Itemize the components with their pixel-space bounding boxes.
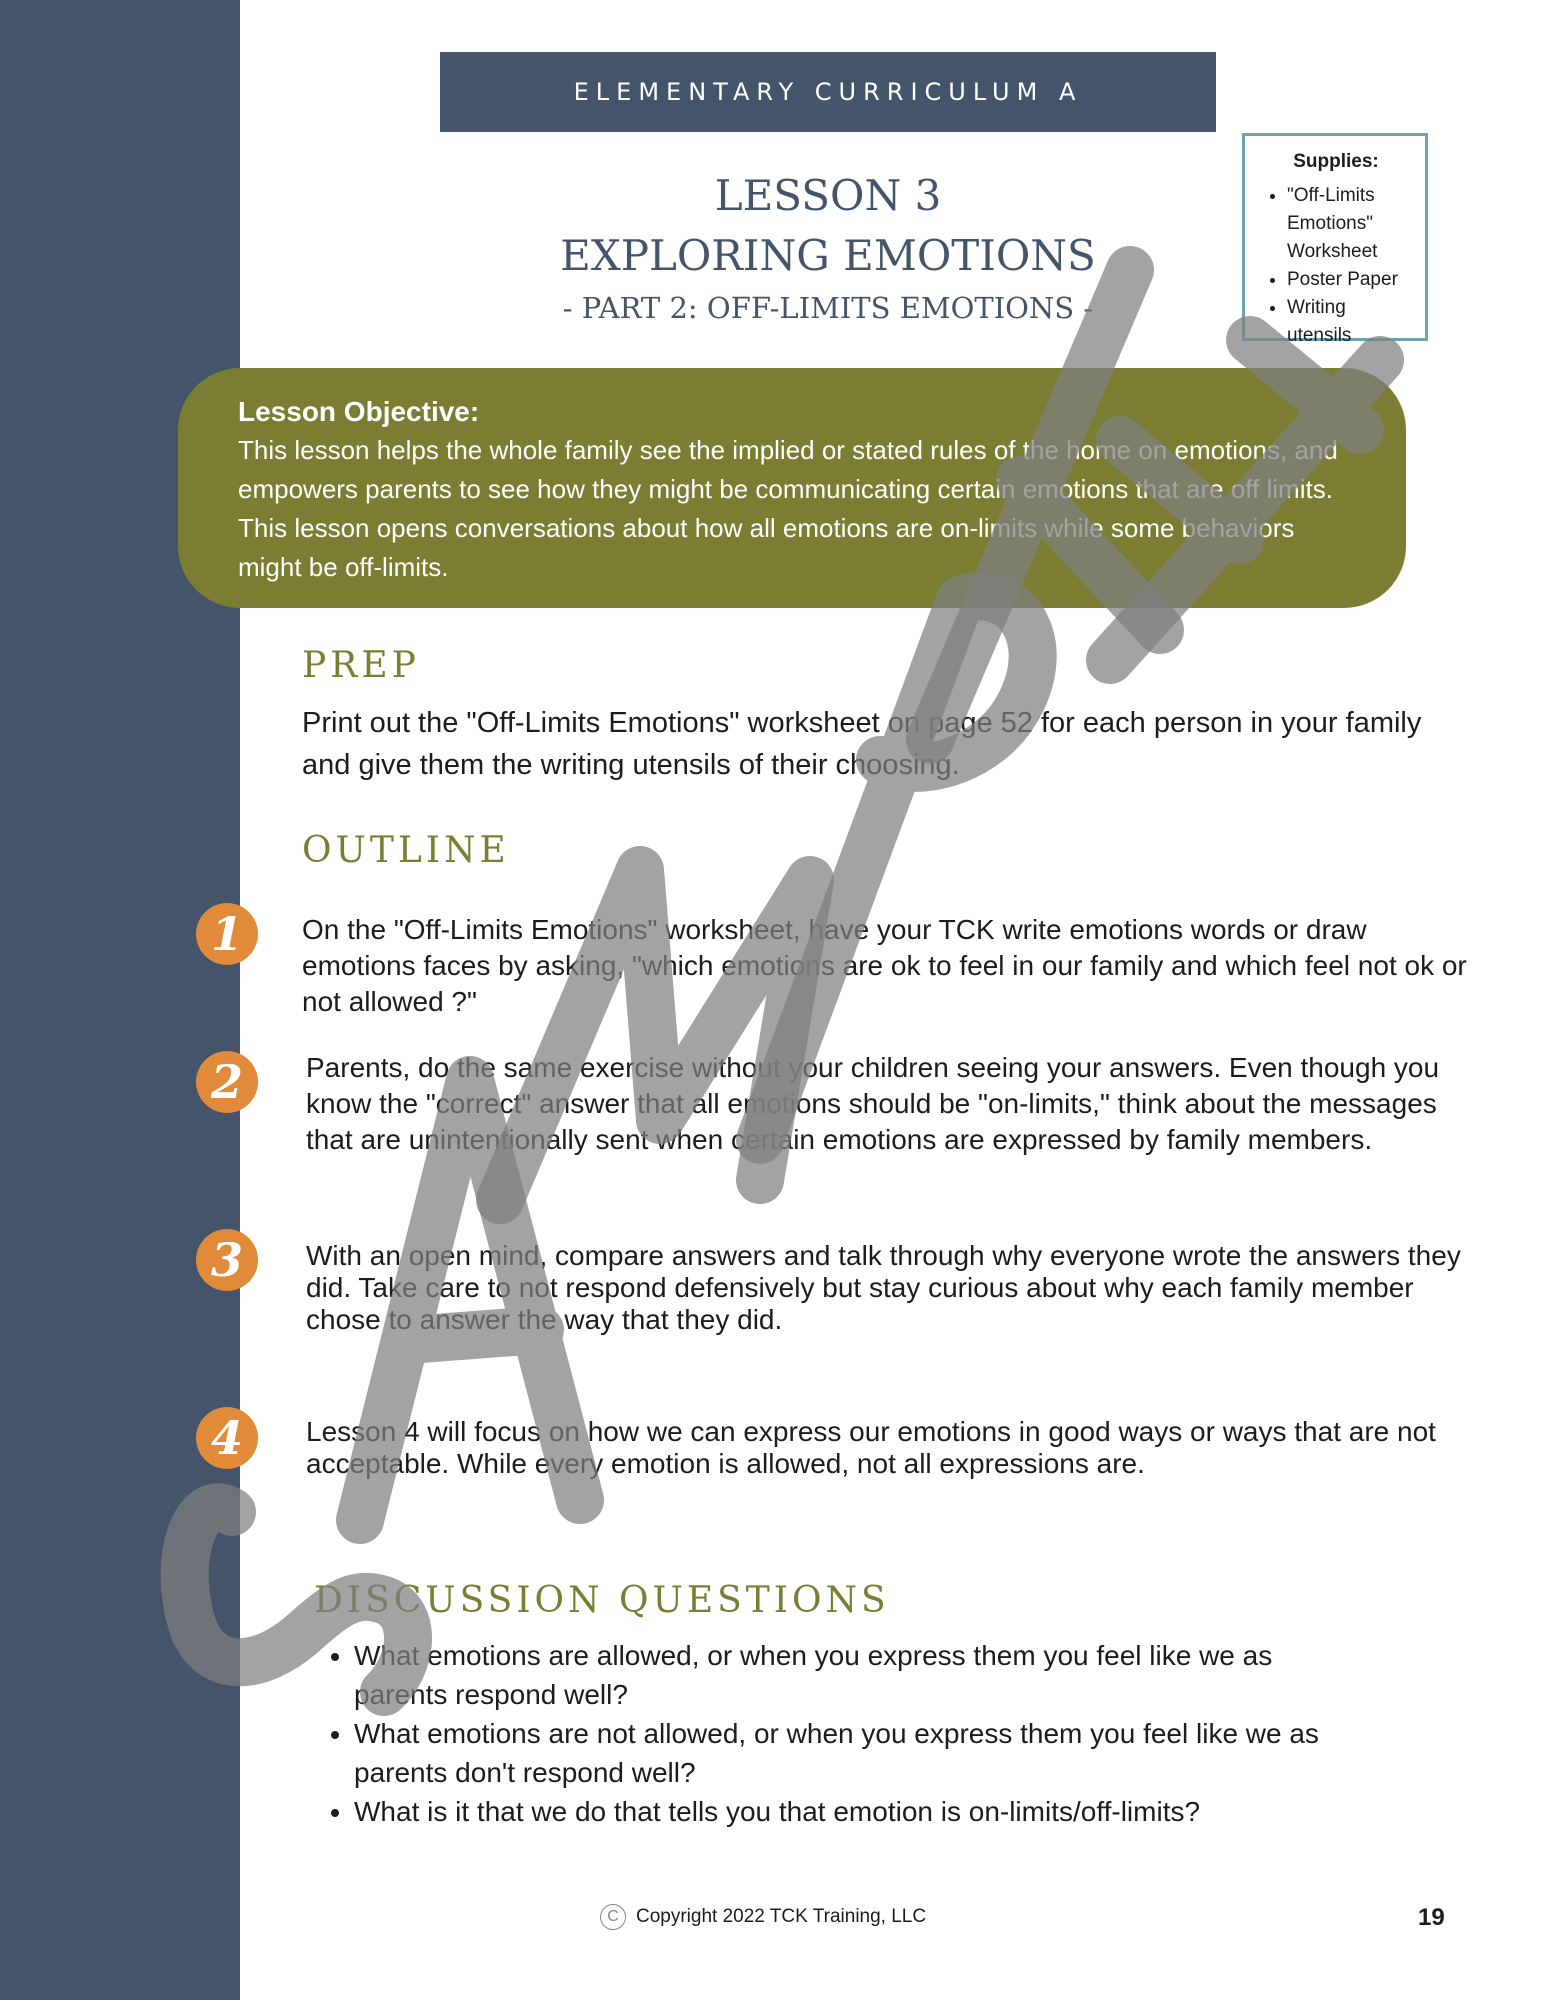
step-1-text: On the "Off-Limits Emotions" worksheet, have your TCK write emotions words or draw emotions faces by asking, "which emotions are ok to feel in our family and which feel not ok or not allowed ?": [302, 914, 1467, 1017]
lesson-objective-text: This lesson helps the whole family see the implied or stated rules of the home on emotions, and empowers parents to see how they might be communicating certain emotions that are off limits. This lesson opens conversations about how all emotions are on-limits while some behaviors might be off-limits.: [238, 435, 1338, 582]
outline-heading: OUTLINE: [302, 830, 510, 871]
supplies-item: • "Off-Limits Emotions" Worksheet: [1287, 182, 1413, 266]
step-1-number-icon: 1: [196, 903, 258, 965]
supplies-item: • Poster Paper: [1287, 266, 1413, 294]
step-3-text: With an open mind, compare answers and talk through why everyone wrote the answers they did. Take care to not respond defensively but stay curious about why each family member chose to answer the way that they did.: [306, 1240, 1461, 1335]
discussion-question: • What is it that we do that tells you that emotion is on-limits/off-limits?: [354, 1792, 1334, 1831]
copyright-text: Copyright 2022 TCK Training, LLC: [636, 1906, 927, 1927]
discussion-question: • What emotions are allowed, or when you express them you feel like we as parents respond well?: [354, 1636, 1334, 1714]
lesson-subtitle: - PART 2: OFF-LIMITS EMOTIONS -: [562, 291, 1094, 325]
step-4-text: Lesson 4 will focus on how we can express our emotions in good ways or ways that are not acceptable. While every emotion is allowed, not all expressions are.: [306, 1416, 1436, 1479]
supplies-box: [1242, 133, 1428, 346]
lesson-title: [440, 166, 1216, 330]
step-2-number-icon: 2: [196, 1051, 258, 1113]
copyright-icon: C: [600, 1904, 626, 1930]
left-sidebar-band: [0, 0, 240, 2000]
footer-copyright: [600, 1904, 960, 1930]
discussion-question: • What emotions are not allowed, or when you express them you feel like we as parents don't respond well?: [354, 1714, 1334, 1792]
discussion-questions-list: [318, 1636, 1334, 1831]
prep-heading: PREP: [302, 645, 420, 686]
step-4-number-icon: 4: [196, 1407, 258, 1469]
supplies-title: Supplies:: [1293, 151, 1379, 172]
step-3-number-icon: 3: [196, 1229, 258, 1291]
page-number: 19: [1418, 1904, 1445, 1931]
lesson-name: EXPLORING EMOTIONS: [560, 231, 1096, 280]
discussion-heading: DISCUSSION QUESTIONS: [314, 1580, 890, 1621]
lesson-objective-title: Lesson Objective:: [238, 396, 480, 427]
lesson-number: LESSON 3: [714, 171, 942, 220]
supplies-item: • Writing utensils: [1287, 294, 1413, 350]
lesson-objective-box: [178, 368, 1406, 608]
curriculum-banner-label: ELEMENTARY CURRICULUM A: [573, 78, 1083, 106]
step-2-text: Parents, do the same exercise without your children seeing your answers. Even though you know the "correct" answer that all emotions should be "on-limits," think about the messages that are unintentionally sent when certain emotions are expressed by family members.: [306, 1052, 1440, 1155]
supplies-list: [1259, 182, 1413, 350]
prep-text: Print out the "Off-Limits Emotions" worksheet on page 52 for each person in your family and give them the writing utensils of their choosing.: [302, 707, 1422, 781]
curriculum-banner: [440, 52, 1216, 132]
